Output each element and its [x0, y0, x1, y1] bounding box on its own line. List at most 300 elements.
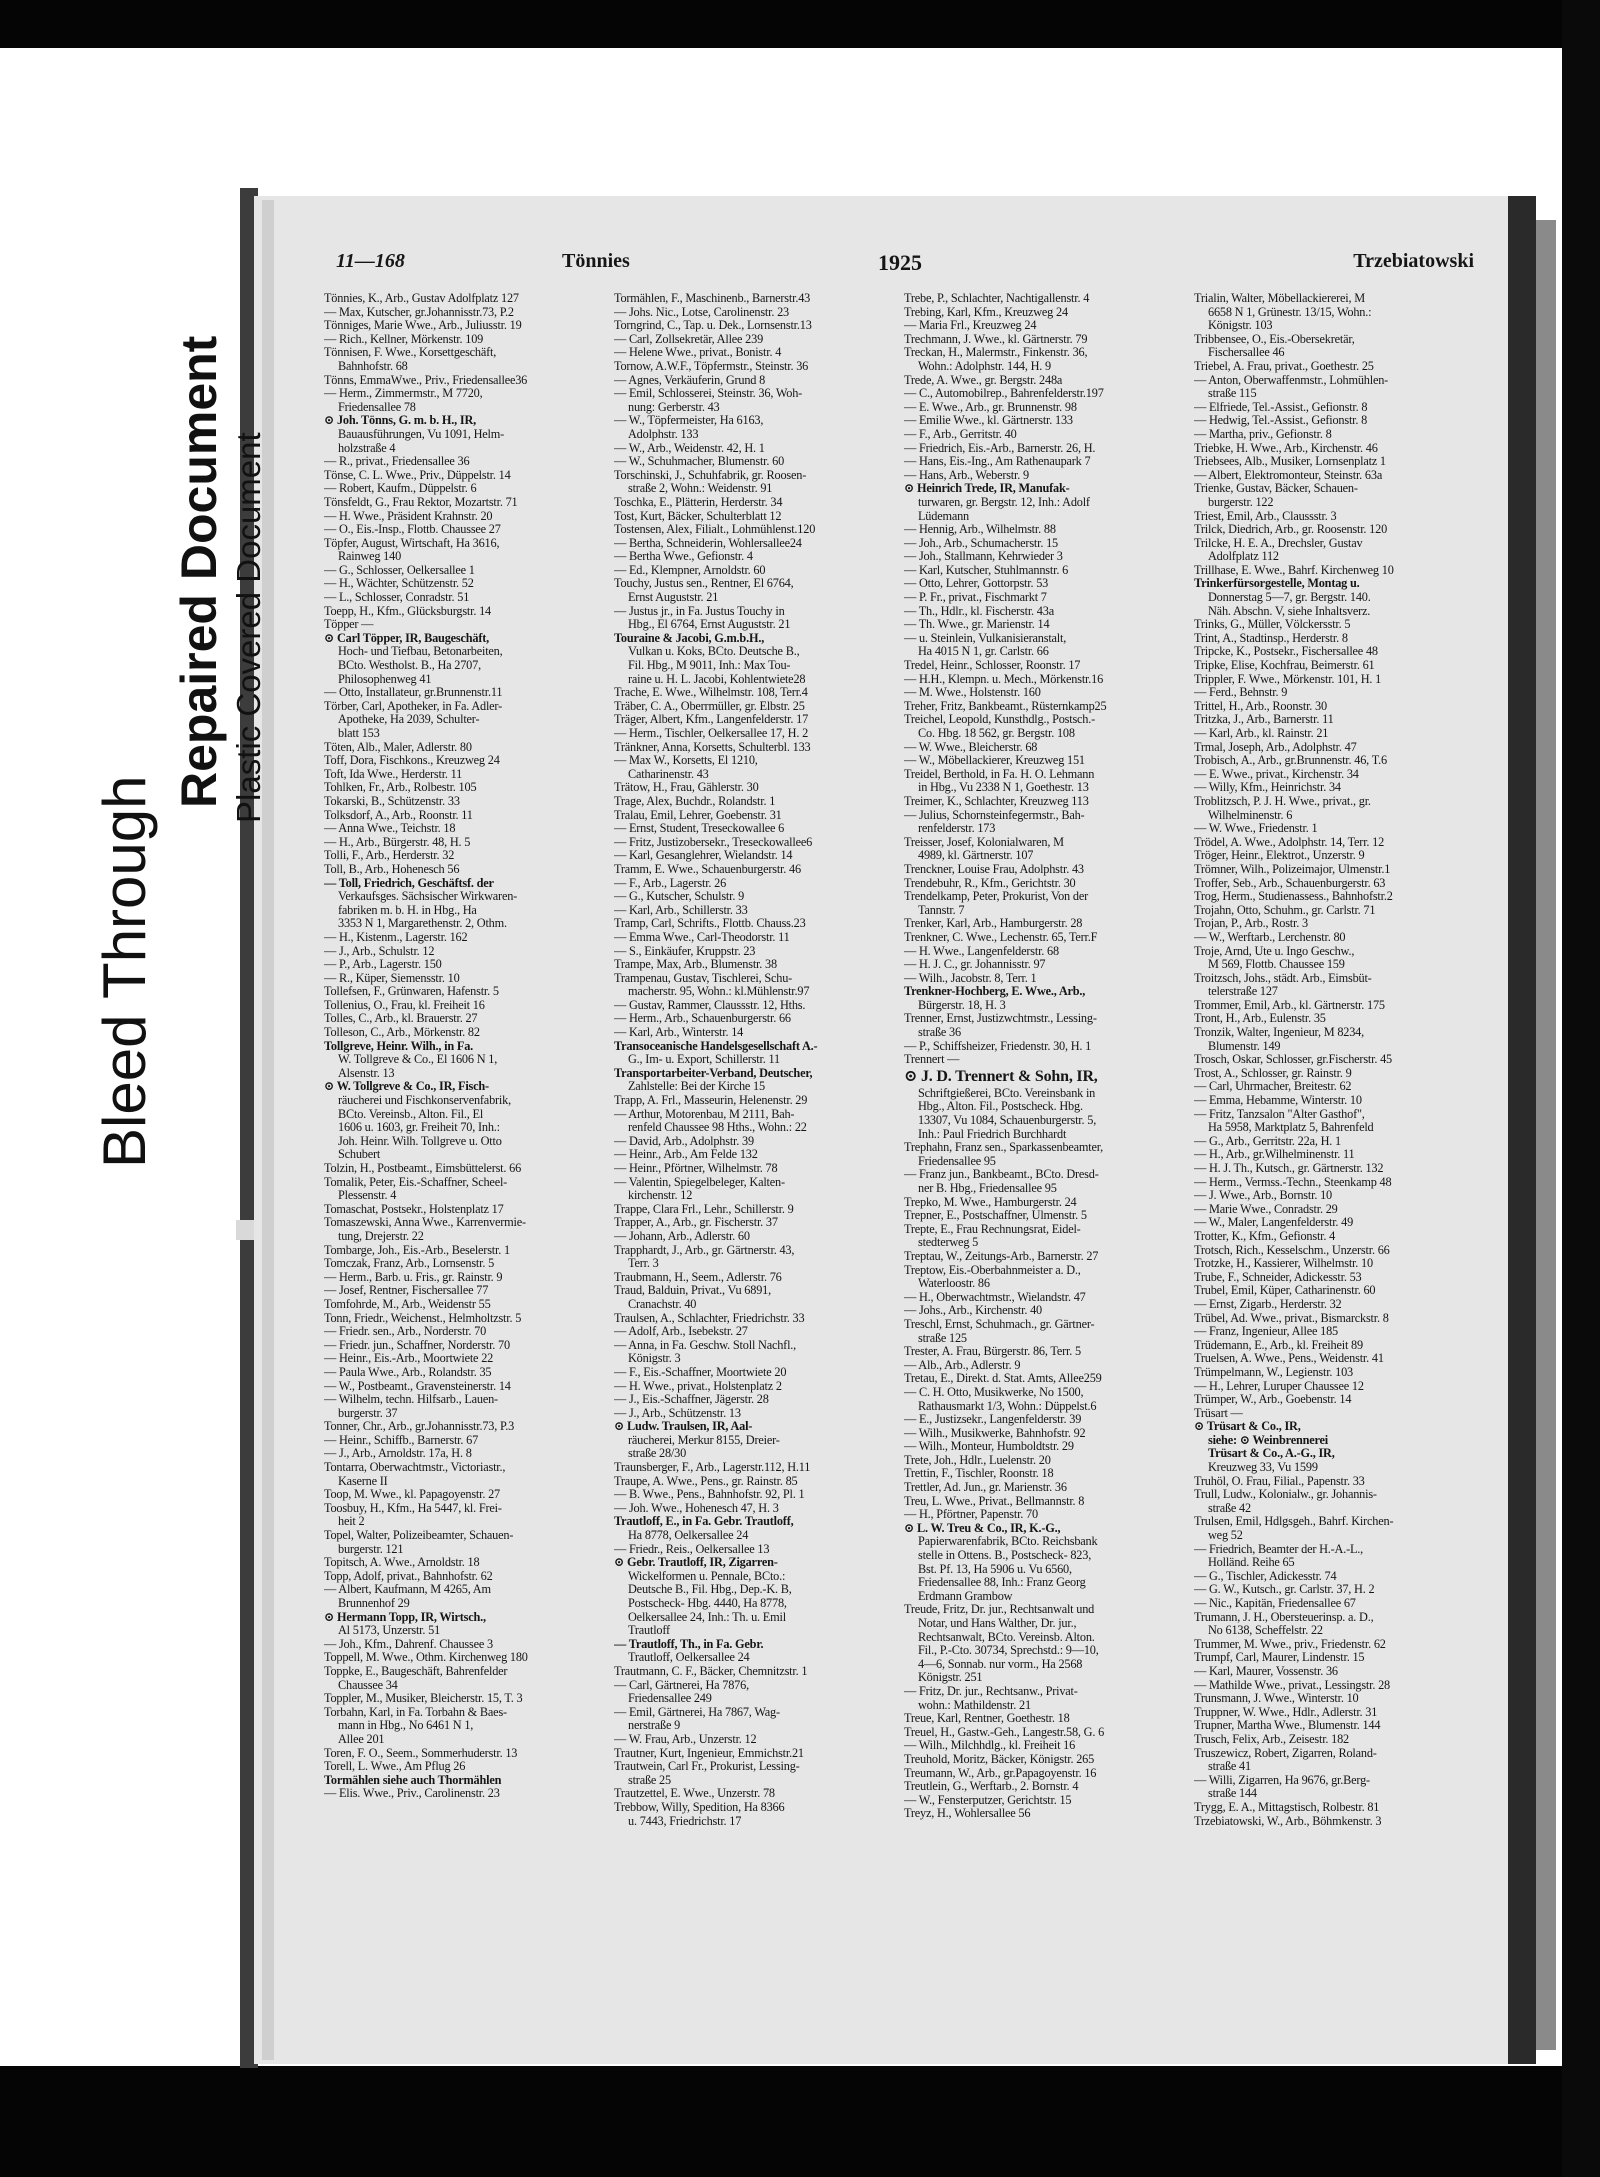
directory-entry: Trettler, Ad. Jun., gr. Marienstr. 36	[904, 1481, 1067, 1495]
directory-entry: Friedensallee 88, Inh.: Franz Georg	[918, 1576, 1086, 1590]
directory-entry: Trautner, Kurt, Ingenieur, Emmichstr.21	[614, 1746, 804, 1760]
directory-entry: — Wilh., Jacobstr. 8, Terr. 1	[904, 971, 1037, 985]
directory-entry: ⊙ Joh. Tönns, G. m. b. H., IR,	[324, 414, 477, 428]
directory-entry: Treimer, K., Schlachter, Kreuzweg 113	[904, 794, 1089, 808]
directory-entry: raine u. H. L. Jacobi, Kohlentwiete28	[628, 672, 806, 686]
directory-entry: — W., Arb., Weidenstr. 42, H. 1	[614, 441, 765, 455]
directory-entry: — Friedrich, Beamter der H.-A.-L.,	[1194, 1542, 1364, 1556]
directory-entry: — H. J. C., gr. Johannisstr. 97	[904, 958, 1046, 972]
directory-entry: Hbg., El 6764, Ernst Auguststr. 21	[628, 618, 791, 632]
directory-entry: Kaserne II	[338, 1474, 388, 1488]
directory-entry: Toppell, M. Wwe., Othm. Kirchenweg 180	[324, 1651, 528, 1665]
directory-entry: Troffer, Seb., Arb., Schauenburgerstr. 63	[1194, 876, 1386, 890]
directory-entry: — Hans, Eis.-Ing., Am Rathenaupark 7	[904, 455, 1091, 469]
directory-entry: Troblitzsch, P. J. H. Wwe., privat., gr.	[1194, 794, 1371, 808]
directory-entry: Tomalik, Peter, Eis.-Schaffner, Scheel-	[324, 1175, 508, 1189]
directory-entry: — Fritz, Justizobersekr., Treseckowallee6	[614, 835, 813, 849]
directory-entry: Wohn.: Adolphstr. 144, H. 9	[918, 359, 1051, 373]
directory-entry: Tomaszewski, Anna Wwe., Karrenvermie-	[324, 1216, 526, 1230]
directory-entry: Rathausmarkt 1/3, Wohn.: Düppelst.6	[918, 1399, 1097, 1413]
directory-entry: Alsenstr. 13	[338, 1066, 395, 1080]
directory-entry: — L., Schlosser, Conradstr. 51	[324, 591, 470, 605]
directory-entry: Tröger, Heinr., Elektrot., Unzerstr. 9	[1194, 849, 1365, 863]
directory-entry: — Maria Frl., Kreuzweg 24	[904, 319, 1037, 333]
directory-entry: Trampe, Max, Arb., Blumenstr. 38	[614, 958, 777, 972]
directory-entry: Hoch- und Tiefbau, Betonarbeiten,	[338, 645, 503, 659]
directory-entry: Triebsees, Alb., Musiker, Lornsenplatz 1	[1194, 455, 1386, 469]
directory-entry: Treptau, W., Zeitungs-Arb., Barnerstr. 27	[904, 1249, 1099, 1263]
directory-entry: Treschl, Ernst, Schuhmach., gr. Gärtner-	[904, 1317, 1095, 1331]
directory-entry: — Adolf, Arb., Isebekstr. 27	[614, 1325, 748, 1339]
directory-entry: Touchy, Justus sen., Rentner, El 6764,	[614, 577, 794, 591]
directory-entry: Töten, Alb., Maler, Adlerstr. 80	[324, 740, 472, 754]
column-3	[904, 292, 1184, 2032]
directory-entry: — F., Arb., Lagerstr. 26	[614, 876, 727, 890]
directory-entry: — Joh., Stallmann, Kehrwieder 3	[904, 550, 1063, 564]
directory-entry: kirchenstr. 12	[628, 1189, 693, 1203]
directory-entry: — C. H. Otto, Musikwerke, No 1500,	[904, 1385, 1084, 1399]
directory-entry: Toop, M. Wwe., kl. Papagoyenstr. 27	[324, 1488, 501, 1502]
directory-entry: Trettin, F., Tischler, Roonstr. 18	[904, 1467, 1054, 1481]
directory-entry: Trödel, A. Wwe., Adolphstr. 14, Terr. 12	[1194, 835, 1385, 849]
directory-entry: — Heinr., Eis.-Arb., Moortwiete 22	[324, 1352, 494, 1366]
directory-entry: — Wilh., Monteur, Humboldtstr. 29	[904, 1440, 1074, 1454]
directory-entry: — J., Arb., Arnoldstr. 17a, H. 8	[324, 1447, 472, 1461]
directory-entry: Treu, L. Wwe., Privat., Bellmannstr. 8	[904, 1494, 1085, 1508]
directory-entry: renfeld Chaussee 98 Hths., Wohn.: 22	[628, 1121, 807, 1135]
directory-entry: — S., Einkäufer, Kruppstr. 23	[614, 944, 756, 958]
directory-entry: — O., Eis.-Insp., Flottb. Chaussee 27	[324, 523, 501, 537]
directory-entry: — Anna, in Fa. Geschw. Stoll Nachfl.,	[614, 1338, 797, 1352]
directory-entry: Adolphstr. 133	[628, 427, 699, 441]
directory-entry: straße 42	[1208, 1501, 1251, 1515]
directory-entry: Trüsart & Co., A.-G., IR,	[1208, 1447, 1335, 1461]
directory-entry: Topitsch, A. Wwe., Arnoldstr. 18	[324, 1556, 480, 1570]
directory-entry: Trillhase, E. Wwe., Bahrf. Kirchenweg 10	[1194, 563, 1394, 577]
directory-entry: — Trautloff, Th., in Fa. Gebr.	[614, 1637, 764, 1651]
directory-entry: Näh. Abschn. V, siehe Inhaltsverz.	[1208, 604, 1371, 618]
directory-entry: räucherei, Merkur 8155, Dreier-	[628, 1433, 780, 1447]
directory-entry: — Heinr., Pförtner, Wilhelmstr. 78	[614, 1162, 778, 1175]
directory-entry: — G., Arb., Gerritstr. 22a, H. 1	[1194, 1134, 1341, 1148]
directory-entry: Torell, L. Wwe., Am Pflug 26	[324, 1760, 466, 1774]
directory-entry: Trenkner-Hochberg, E. Wwe., Arb.,	[904, 985, 1086, 999]
directory-entry: straße 125	[918, 1331, 967, 1345]
directory-entry: Trenckner, Louise Frau, Adolphstr. 43	[904, 862, 1084, 876]
directory-entry: Tollgreve, Heinr. Wilh., in Fa.	[324, 1039, 474, 1053]
directory-entry: Traubmann, H., Seem., Adlerstr. 76	[614, 1270, 782, 1284]
directory-entry: Treuel, H., Gastw.-Geh., Langestr.58, G. 6	[904, 1725, 1105, 1739]
directory-entry: Königstr. 251	[918, 1671, 983, 1685]
directory-entry: Troitzsch, Johs., städt. Arb., Eimsbüt-	[1194, 971, 1372, 985]
directory-entry: Treichel, Leopold, Kunsthdlg., Postsch.-	[904, 713, 1096, 727]
directory-entry: — Hennig, Arb., Wilhelmstr. 88	[904, 523, 1056, 537]
directory-entry: — P., Arb., Lagerstr. 150	[324, 958, 442, 972]
directory-entry: Inh.: Paul Friedrich Burchhardt	[918, 1127, 1067, 1141]
directory-entry: Triest, Emil, Arb., Claussstr. 3	[1194, 509, 1337, 523]
directory-entry: Trusch, Felix, Arb., Zeisestr. 182	[1194, 1732, 1349, 1746]
directory-entry: Treumann, W., Arb., gr.Papagoyenstr. 16	[904, 1766, 1097, 1780]
directory-entry: — Emma Wwe., Carl-Theodorstr. 11	[614, 930, 790, 944]
scanned-page	[254, 196, 1530, 2064]
directory-entry: heit 2	[338, 1515, 365, 1529]
directory-entry: Tost, Kurt, Bäcker, Schulterblatt 12	[614, 509, 782, 523]
directory-entry: Blumenstr. 149	[1208, 1039, 1281, 1053]
directory-entry: telerstraße 127	[1208, 985, 1278, 999]
directory-entry: — Helene Wwe., privat., Bonistr. 4	[614, 346, 782, 360]
directory-entry: — Friedrich, Eis.-Arb., Barnerstr. 26, H.	[904, 441, 1096, 455]
directory-entry: ⊙ J. D. Trennert & Sohn, IR,	[904, 1067, 1098, 1085]
directory-entry: — Carl, Zollsekretär, Allee 239	[614, 332, 764, 346]
directory-entry: straße 144	[1208, 1787, 1257, 1801]
directory-entry: Trupner, Martha Wwe., Blumenstr. 144	[1194, 1719, 1381, 1733]
directory-entry: — Ferd., Behnstr. 9	[1194, 686, 1288, 700]
directory-entry: — Mathilde Wwe., privat., Lessingstr. 28	[1194, 1678, 1391, 1692]
directory-entry: — G., Kutscher, Schulstr. 9	[614, 890, 745, 904]
directory-entry: — Toll, Friedrich, Geschäftsf. der	[324, 876, 494, 890]
directory-entry: Trilck, Diedrich, Arb., gr. Roosenstr. 120	[1194, 523, 1388, 537]
directory-entry: burgerstr. 121	[338, 1542, 404, 1556]
directory-entry: Trygg, E. A., Mittagstisch, Rolbestr. 81	[1194, 1800, 1380, 1814]
directory-entry: Trippler, F. Wwe., Mörkenstr. 101, H. 1	[1194, 672, 1382, 686]
header-first-name: Tönnies	[562, 250, 630, 272]
directory-entry: — u. Steinlein, Vulkanisieranstalt,	[904, 631, 1067, 645]
directory-entry: — Emilie Wwe., kl. Gärtnerstr. 133	[904, 414, 1073, 428]
directory-entry: Topp, Adolf, privat., Bahnhofstr. 62	[324, 1569, 493, 1583]
directory-entry: Bauausführungen, Vu 1091, Helm-	[338, 427, 504, 441]
directory-entry: — Emil, Gärtnerei, Ha 7867, Wag-	[614, 1705, 780, 1719]
directory-entry: holzstraße 4	[338, 441, 396, 455]
directory-entry: Tohlken, Fr., Arb., Rolbestr. 105	[324, 781, 477, 795]
directory-entry: — W., Fensterputzer, Gerichtstr. 15	[904, 1793, 1072, 1807]
directory-entry: — H.H., Klempn. u. Mech., Mörkenstr.16	[904, 672, 1104, 686]
directory-entry: — Ed., Klempner, Arnoldstr. 60	[614, 563, 766, 577]
directory-entry: Trendelkamp, Peter, Prokurist, Von der	[904, 890, 1088, 904]
directory-entry: burgerstr. 37	[338, 1406, 398, 1420]
directory-entry: — W. Frau, Arb., Unzerstr. 12	[614, 1732, 757, 1746]
directory-entry: wohn.: Mathildenstr. 21	[918, 1698, 1031, 1712]
directory-entry: — Joh., Kfm., Dahrenf. Chaussee 3	[324, 1637, 493, 1651]
directory-entry: — F., Arb., Gerritstr. 40	[904, 427, 1017, 441]
directory-entry: Verkaufsges. Sächsischer Wirkwaren-	[338, 890, 518, 904]
directory-entry: Trobisch, A., Arb., gr.Brunnenstr. 46, T.6	[1194, 754, 1387, 768]
directory-entry: Transoceanische Handelsgesellschaft A.-	[614, 1039, 818, 1053]
directory-entry: Al 5173, Unzerstr. 51	[338, 1624, 441, 1638]
directory-entry: Zahlstelle: Bei der Kirche 15	[628, 1080, 765, 1094]
directory-entry: Trebe, P., Schlachter, Nachtigallenstr. 4	[904, 292, 1090, 305]
directory-entry: Treher, Fritz, Bankbeamt., Rüsternkamp25	[904, 699, 1107, 713]
directory-entry: — Karl, Gesanglehrer, Wielandstr. 14	[614, 849, 793, 863]
directory-entry: — Josef, Rentner, Fischersallee 77	[324, 1284, 489, 1298]
directory-entry: Rainweg 140	[338, 550, 402, 564]
directory-entry: Tönsfeldt, G., Frau Rektor, Mozartstr. 71	[324, 495, 518, 509]
directory-entry: Trinks, G., Müller, Völckersstr. 5	[1194, 618, 1351, 632]
directory-entry: — G., Schlosser, Oelkersallee 1	[324, 563, 475, 577]
directory-entry: — H. J. Th., Kutsch., gr. Gärtnerstr. 132	[1194, 1162, 1384, 1175]
directory-entry: Adolfplatz 112	[1208, 550, 1279, 564]
directory-entry: Toll, B., Arb., Hohenesch 56	[324, 862, 460, 876]
directory-entry: 13307, Vu 1084, Schauenburgerstr. 5,	[918, 1114, 1097, 1128]
directory-entry: — Julius, Schornsteinfegermstr., Bah-	[904, 808, 1085, 822]
directory-entry: Ha 5958, Marktplatz 5, Bahrenfeld	[1208, 1121, 1374, 1135]
directory-entry: in Hbg., Vu 2338 N 1, Goethestr. 13	[918, 781, 1089, 795]
directory-entry: — Franz jun., Bankbeamt., BCto. Dresd-	[904, 1168, 1099, 1182]
directory-entry: — H., Pförtner, Papenstr. 70	[904, 1508, 1038, 1522]
directory-entry: Trommer, Emil, Arb., kl. Gärtnerstr. 175	[1194, 998, 1385, 1012]
directory-entry: — G. W., Kutsch., gr. Carlstr. 37, H. 2	[1194, 1583, 1375, 1597]
directory-entry: Tränkner, Anna, Korsetts, Schulterbl. 133	[614, 740, 811, 754]
directory-entry: — Emil, Schlosserei, Steinstr. 36, Woh-	[614, 387, 803, 401]
directory-entry: Tomfohrde, M., Arb., Weidenstr 55	[324, 1297, 491, 1311]
directory-entry: 6658 N 1, Grünestr. 13/15, Wohn.:	[1208, 305, 1372, 319]
directory-entry: Ha 8778, Oelkersallee 24	[628, 1529, 749, 1543]
directory-entry: Triebel, A. Frau, privat., Goethestr. 25	[1194, 359, 1374, 373]
directory-entry: siehe: ⊙ Weinbrennerei	[1208, 1433, 1328, 1447]
column-2	[614, 292, 894, 2032]
directory-entry: Trester, A. Frau, Bürgerstr. 86, Terr. 5	[904, 1345, 1081, 1359]
directory-entry: — Karl, Arb., Winterstr. 14	[614, 1026, 744, 1040]
directory-entry: — W., Postbeamt., Gravensteinerstr. 14	[324, 1379, 511, 1393]
directory-entry: Apotheke, Ha 2039, Schulter-	[338, 713, 480, 727]
directory-entry: Tannstr. 7	[918, 903, 965, 917]
directory-entry: Ernst Auguststr. 21	[628, 591, 719, 605]
directory-entry: Tollefsen, F., Grünwaren, Hafenstr. 5	[324, 985, 499, 999]
directory-entry: Trautloff, E., in Fa. Gebr. Trautloff,	[614, 1515, 794, 1529]
label-repaired-document: Repaired Document	[171, 335, 227, 808]
directory-entry: — E. Wwe., privat., Kirchenstr. 34	[1194, 767, 1359, 781]
directory-entry: — Heinr., Arb., Am Felde 132	[614, 1148, 758, 1162]
directory-entry: ⊙ Heinrich Trede, IR, Manufak-	[904, 482, 1070, 496]
directory-entry: ner B. Hbg., Friedensallee 95	[918, 1182, 1057, 1195]
directory-entry: — Anton, Oberwaffenmstr., Lohmühlen-	[1194, 373, 1389, 387]
directory-entry: straße 2, Wohn.: Weidenstr. 91	[628, 482, 773, 496]
directory-entry: Tralau, Emil, Lehrer, Goebenstr. 31	[614, 808, 782, 822]
directory-entry: — H. Wwe., Langenfelderstr. 68	[904, 944, 1059, 958]
directory-entry: — Heinr., Schiffb., Barnerstr. 67	[324, 1433, 479, 1447]
directory-entry: Trapp, A. Frl., Masseurin, Helenenstr. 29	[614, 1094, 808, 1108]
directory-entry: Trappe, Clara Frl., Lehr., Schillerstr. 9	[614, 1202, 794, 1216]
directory-entry: Trepte, E., Frau Rechnungsrat, Eidel-	[904, 1222, 1081, 1236]
directory-entry: Trinkerfürsorgestelle, Montag u.	[1194, 577, 1360, 591]
directory-entry: — P., Schiffsheizer, Friedenstr. 30, H. 1	[904, 1039, 1092, 1053]
directory-entry: Trete, Joh., Hdlr., Luelenstr. 20	[904, 1453, 1051, 1467]
directory-entry: Tomaschat, Postsekr., Holstenplatz 17	[324, 1202, 504, 1216]
directory-entry: straße 115	[1208, 387, 1257, 401]
directory-entry: Trog, Herm., Studienassess., Bahnhofstr.2	[1194, 890, 1393, 904]
directory-entry: Tokarski, B., Schützenstr. 33	[324, 794, 460, 808]
directory-entry: Oelkersallee 24, Inh.: Th. u. Emil	[628, 1610, 786, 1624]
directory-entry: Trumpf, Carl, Maurer, Lindenstr. 15	[1194, 1651, 1365, 1665]
directory-entry: Truhöl, O. Frau, Filial., Papenstr. 33	[1194, 1474, 1365, 1488]
directory-entry: Träger, Albert, Kfm., Langenfelderstr. 17	[614, 713, 809, 727]
directory-entry: Trautmann, C. F., Bäcker, Chemnitzstr. 1	[614, 1664, 808, 1678]
directory-entry: Rechtsanwalt, BCto. Vereinsb. Alton.	[918, 1630, 1095, 1644]
directory-entry: Tredel, Heinr., Schlosser, Roonstr. 17	[904, 659, 1081, 673]
directory-entry: Torbahn, Karl, in Fa. Torbahn & Baes-	[324, 1705, 507, 1719]
directory-entry: — Elfriede, Tel.-Assist., Gefionstr. 8	[1194, 400, 1368, 414]
directory-entry: — E., Justizsekr., Langenfelderstr. 39	[904, 1413, 1082, 1427]
directory-entry: nerstraße 9	[628, 1719, 681, 1733]
directory-entry: — Arthur, Motorenbau, M 2111, Bah-	[614, 1107, 795, 1121]
directory-entry: Trübel, Ad. Wwe., privat., Bismarckstr. 8	[1194, 1311, 1389, 1325]
directory-entry: — H., Arb., gr.Wilhelminenstr. 11	[1194, 1148, 1355, 1162]
directory-entry: — Fritz, Tanzsalon "Alter Gasthof",	[1194, 1107, 1365, 1121]
directory-entry: — Herm., Barb. u. Fris., gr. Rainstr. 9	[324, 1270, 503, 1284]
directory-entry: Friedensallee 249	[628, 1692, 712, 1706]
directory-entry: — F., Eis.-Schaffner, Moortwiete 20	[614, 1365, 787, 1379]
directory-columns	[324, 292, 1484, 2032]
directory-entry: Treue, Karl, Rentner, Goethestr. 18	[904, 1712, 1070, 1726]
directory-entry: Truszewicz, Robert, Zigarren, Roland-	[1194, 1746, 1377, 1760]
directory-entry: ⊙ Ludw. Traulsen, IR, Aal-	[614, 1420, 753, 1434]
directory-entry: Toosbuy, H., Kfm., Ha 5447, kl. Frei-	[324, 1501, 502, 1515]
directory-entry: Trilcke, H. E. A., Drechsler, Gustav	[1194, 536, 1363, 550]
directory-entry: Holländ. Reihe 65	[1208, 1556, 1295, 1570]
directory-entry: — Justus jr., in Fa. Justus Touchy in	[614, 604, 785, 618]
directory-entry: Träber, C. A., Oberrmüller, gr. Elbstr. 25	[614, 699, 805, 713]
directory-entry: — David, Arb., Adolphstr. 39	[614, 1134, 754, 1148]
directory-entry: Tomczak, Franz, Arb., Lornsenstr. 5	[324, 1257, 495, 1271]
directory-entry: stedterweg 5	[918, 1236, 979, 1250]
directory-entry: Treptow, Eis.-Oberbahnmeister a. D.,	[904, 1263, 1081, 1277]
directory-entry: Tront, H., Arb., Eulenstr. 35	[1194, 1012, 1326, 1026]
directory-entry: ⊙ W. Tollgreve & Co., IR, Fisch-	[324, 1080, 489, 1094]
directory-entry: — W., Schuhmacher, Blumenstr. 60	[614, 455, 785, 469]
directory-entry: Bahnhofstr. 68	[338, 359, 408, 373]
directory-entry: tung, Drejerstr. 22	[338, 1229, 424, 1243]
directory-entry: — Alb., Arb., Adlerstr. 9	[904, 1358, 1021, 1372]
directory-entry: Traud, Balduin, Privat., Vu 6891,	[614, 1284, 771, 1298]
directory-entry: Trotzke, H., Kassierer, Wilhelmstr. 10	[1194, 1257, 1373, 1271]
directory-entry: Tontarra, Oberwachtmstr., Victoriastr.,	[324, 1461, 506, 1475]
directory-page	[324, 248, 1484, 2038]
directory-entry: Tolleson, C., Arb., Mörkenstr. 82	[324, 1026, 480, 1040]
directory-entry: Philosophenweg 41	[338, 672, 432, 686]
directory-entry: Truelsen, A. Wwe., Pens., Weidenstr. 41	[1194, 1352, 1384, 1366]
directory-entry: — Anna Wwe., Teichstr. 18	[324, 822, 456, 836]
directory-entry: Postscheck- Hbg. 4440, Ha 8778,	[628, 1597, 787, 1610]
directory-entry: Toschka, E., Plätterin, Herderstr. 34	[614, 495, 783, 509]
directory-entry: Tönniges, Marie Wwe., Arb., Juliusstr. 19	[324, 319, 522, 333]
directory-entry: u. 7443, Friedrichstr. 17	[628, 1814, 742, 1828]
directory-entry: — Herm., Zimmermstr., M 7720,	[324, 387, 483, 401]
directory-entry: Treckan, H., Malermstr., Finkenstr. 36,	[904, 346, 1088, 360]
directory-entry: Traunsberger, F., Arb., Lagerstr.112, H.11	[614, 1461, 811, 1475]
directory-entry: — Joh. Wwe., Hohenesch 47, H. 3	[614, 1501, 779, 1515]
directory-entry: Trautzettel, E. Wwe., Unzerstr. 78	[614, 1787, 775, 1801]
directory-entry: renfelderstr. 173	[918, 822, 996, 836]
directory-entry: Chaussee 34	[338, 1678, 398, 1692]
directory-entry: blatt 153	[338, 727, 380, 740]
directory-entry: Tribbensee, O., Eis.-Obersekretär,	[1194, 332, 1355, 346]
directory-entry: Trenner, Ernst, Justizwchtmstr., Lessing-	[904, 1012, 1097, 1026]
directory-entry: Fischersallee 46	[1208, 346, 1285, 360]
directory-entry: Trienke, Gustav, Bäcker, Schauen-	[1194, 482, 1358, 496]
directory-entry: Törber, Carl, Apotheker, in Fa. Adler-	[324, 699, 502, 713]
directory-entry: Trumann, J. H., Obersteuerinsp. a. D.,	[1194, 1610, 1374, 1624]
directory-entry: — G., Tischler, Adickesstr. 74	[1194, 1569, 1337, 1583]
directory-entry: Trüsart —	[1194, 1406, 1243, 1420]
directory-entry: — M. Wwe., Holstenstr. 160	[904, 686, 1041, 700]
directory-entry: Trage, Alex, Buchdr., Rolandstr. 1	[614, 794, 776, 808]
directory-entry: Toft, Ida Wwe., Herderstr. 11	[324, 767, 463, 781]
directory-entry: straße 41	[1208, 1760, 1251, 1774]
directory-entry: 3353 N 1, Margarethenstr. 2, Othm.	[338, 917, 507, 931]
directory-entry: — B. Wwe., Pens., Bahnhofstr. 92, Pl. 1	[614, 1488, 805, 1502]
directory-entry: Tormählen, F., Maschinenb., Barnerstr.43	[614, 292, 811, 305]
directory-entry: Triebke, H. Wwe., Arb., Kirchenstr. 46	[1194, 441, 1378, 455]
directory-entry: mann in Hbg., No 6461 N 1,	[338, 1719, 474, 1733]
directory-entry: Tolles, C., Arb., kl. Brauerstr. 27	[324, 1012, 478, 1026]
directory-entry: — Nic., Kapitän, Friedensallee 67	[1194, 1597, 1356, 1610]
directory-entry: — Th., Hdlr., kl. Fischerstr. 43a	[904, 604, 1054, 618]
directory-entry: Trebbow, Willy, Spedition, Ha 8366	[614, 1800, 785, 1814]
directory-entry: Trapper, A., Arb., gr. Fischerstr. 37	[614, 1216, 778, 1230]
directory-entry: ⊙ L. W. Treu & Co., IR, K.-G.,	[904, 1521, 1061, 1535]
directory-entry: Vulkan u. Koks, BCto. Deutsche B.,	[628, 645, 800, 659]
directory-entry: ⊙ Hermann Topp, IR, Wirtsch.,	[324, 1610, 486, 1624]
directory-entry: Friedensallee 95	[918, 1154, 996, 1168]
directory-entry: — Karl, Maurer, Vossenstr. 36	[1194, 1664, 1338, 1678]
directory-entry: — Johs., Arb., Kirchenstr. 40	[904, 1304, 1042, 1318]
directory-entry: Kreuzweg 33, Vu 1599	[1208, 1461, 1318, 1475]
directory-entry: — W., Töpfermeister, Ha 6163,	[614, 414, 764, 428]
directory-entry: Schriftgießerei, BCto. Vereinsbank in	[918, 1086, 1096, 1100]
directory-entry: — H., Kistenm., Lagerstr. 162	[324, 930, 468, 944]
directory-entry: Waterloostr. 86	[918, 1277, 990, 1291]
directory-entry: straße 28/30	[628, 1447, 687, 1461]
directory-entry: Trint, A., Stadtinsp., Herderstr. 8	[1194, 631, 1348, 645]
directory-entry: Donnerstag 5—7, gr. Bergstr. 140.	[1208, 591, 1371, 605]
directory-entry: Tönnies, K., Arb., Gustav Adolfplatz 127	[324, 292, 519, 305]
directory-entry: Trautloff, Oelkersallee 24	[628, 1651, 750, 1665]
directory-entry: Plessenstr. 4	[338, 1189, 397, 1203]
directory-entry: straße 36	[918, 1026, 961, 1040]
directory-entry: Tonn, Friedr., Weichenst., Helmholtzstr. 5	[324, 1311, 522, 1325]
directory-entry: Erdmann Grambow	[918, 1589, 1013, 1603]
directory-entry: — Wilhelm, techn. Hilfsarb., Lauen-	[324, 1393, 498, 1407]
directory-entry: Trotsch, Rich., Kesselschm., Unzerstr. 66	[1194, 1243, 1390, 1257]
directory-entry: — Marie Wwe., Conradstr. 29	[1194, 1202, 1338, 1216]
directory-entry: Tönse, C. L. Wwe., Priv., Düppelstr. 14	[324, 468, 511, 482]
directory-entry: Trojan, P., Arb., Rostr. 3	[1194, 917, 1308, 931]
directory-entry: — Martha, priv., Gefionstr. 8	[1194, 427, 1332, 441]
directory-entry: — J., Arb., Schützenstr. 13	[614, 1406, 741, 1420]
directory-entry: — Friedr. sen., Arb., Norderstr. 70	[324, 1325, 487, 1339]
directory-entry: Tolzin, H., Postbeamt., Eimsbüttelerst. 66	[324, 1162, 522, 1175]
directory-entry: — Herm., Tischler, Oelkersallee 17, H. 2	[614, 727, 809, 740]
directory-entry: — Emma, Hebamme, Winterstr. 10	[1194, 1094, 1362, 1108]
directory-entry: — E. Wwe., Arb., gr. Brunnenstr. 98	[904, 400, 1077, 414]
directory-entry: — Hans, Arb., Weberstr. 9	[904, 468, 1029, 482]
directory-entry: BCto. Westholst. B., Ha 2707,	[338, 659, 481, 673]
directory-entry: macherstr. 95, Wohn.: kl.Mühlenstr.97	[628, 985, 810, 999]
directory-entry: — C., Automobilrep., Bahrenfelderstr.197	[904, 387, 1104, 401]
directory-entry: Lüdemann	[918, 509, 969, 523]
directory-entry: Transportarbeiter-Verband, Deutscher,	[614, 1066, 813, 1080]
directory-entry: Troje, Arnd, Ute u. Ingo Geschw.,	[1194, 944, 1355, 958]
directory-entry: Bst. Pf. 13, Ha 5906 u. Vu 6560,	[918, 1562, 1072, 1576]
directory-entry: Treyz, H., Wohlersallee 56	[904, 1807, 1031, 1821]
directory-entry: Allee 201	[338, 1732, 385, 1746]
directory-entry: G., Im- u. Export, Schillerstr. 11	[628, 1053, 780, 1067]
directory-entry: Trampenau, Gustav, Tischlerei, Schu-	[614, 971, 793, 985]
directory-entry: Tolli, F., Arb., Herderstr. 32	[324, 849, 455, 863]
directory-entry: Notar, und Hans Walther, Dr. jur.,	[918, 1617, 1077, 1630]
directory-entry: straße 25	[628, 1773, 671, 1787]
directory-entry: Fil., P.-Cto. 30734, Sprechstd.: 9—10,	[918, 1644, 1099, 1658]
directory-entry: Trull, Ludw., Kolonialw., gr. Johannis-	[1194, 1488, 1377, 1502]
